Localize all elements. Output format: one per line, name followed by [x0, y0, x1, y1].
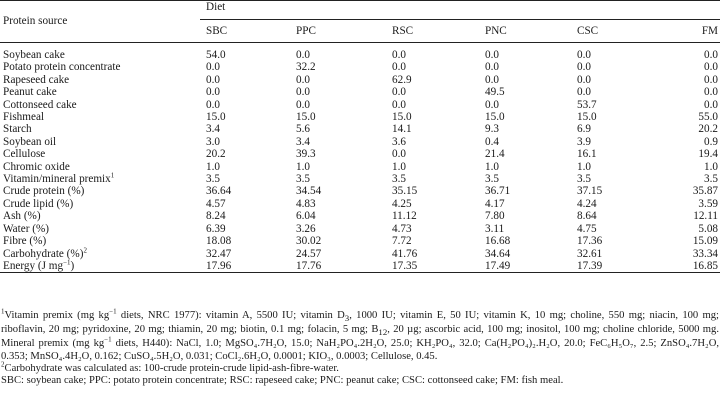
cell-pnc: 9.3 [485, 123, 499, 136]
cell-rsc: 35.15 [392, 185, 418, 198]
table-row [0, 161, 720, 173]
cell-csc: 0.0 [577, 61, 591, 74]
table-row [0, 185, 720, 197]
cell-sbc: 54.0 [206, 49, 226, 61]
cell-ppc: 24.57 [296, 247, 322, 260]
footnote-1: $^1$Vitamin premix (mg $kg^{-1}$ diets, NRC 1977): vitamin A, 5500 IU; vitamin $D_3$, 1000 IU; vitamin E, 50 IU; vitamin K, 10 mg; choline, 550 mg; niacin, 100 mg; riboflavin, 20 mg; pyridoxine, 20 mg; thiamin, 20 mg; biotin, 0.1 mg; folacin, 5 mg; $B_{12}$, 20 µg; ascorbic acid, 100 mg; inositol, 100 mg; choline chloride, 5000 mg. Mineral premix (mg $kg^{-1}$ diets, H440): NaCl, 1.0; MgSO₄.7H₂O, 15.0; NaH₂PO₄.2H₂O, 25.0; KH₂PO₄, 32.0; Ca(H₂PO₄)₂.H₂O, 20.0; FeC₆H₅O₇, 2.5; ZnSO₄.7H₂O, 0.353; MnSO₄.4H₂O, 0.162; CuSO₄.5H₂O, 0.031; CoCl₂.6H₂O, 0.0001; KIO₃, 0.0003; Cellulose, 0.45. [1, 307, 720, 362]
cell-sbc: 3.0 [206, 135, 220, 148]
cell-ppc: 30.02 [296, 235, 322, 248]
cell-pnc: 3.11 [485, 222, 505, 235]
cell-fm: 5.08 [698, 222, 718, 235]
cell-rsc: 0.0 [392, 61, 406, 74]
cell-csc: 17.36 [577, 235, 603, 248]
cell-csc: 17.39 [575, 260, 667, 273]
cell-rsc: 17.35 [386, 260, 482, 273]
cell-rsc: 0.0 [392, 49, 406, 61]
column-header-ppc: PPC [294, 20, 386, 43]
cell-fm: 55.0 [698, 111, 718, 124]
cell-sbc: 6.39 [206, 222, 226, 235]
cell-fm: 33.34 [692, 247, 718, 260]
cell-sbc: 15.0 [206, 111, 226, 124]
row-label: Rapeseed cake [3, 73, 70, 86]
row-label: Chromic oxide [3, 160, 70, 173]
cell-csc: 3.9 [577, 135, 591, 148]
cell-sbc: 0.0 [206, 98, 220, 111]
cell-rsc: 1.0 [392, 160, 406, 173]
cell-pnc: 0.4 [485, 135, 499, 148]
cell-pnc: 15.0 [485, 111, 505, 124]
row-label: Vitamin/mineral premix$^1$ [3, 171, 115, 186]
footnote-2: $^2$Carbohydrate was calculated as: 100-crude protein-crude lipid-ash-fibre-water. [1, 360, 339, 374]
cell-fm: 19.4 [698, 148, 718, 161]
cell-sbc: 17.96 [200, 260, 294, 273]
column-header-csc: CSC [575, 20, 667, 43]
cell-rsc: 62.9 [392, 73, 412, 86]
cell-pnc: 49.5 [485, 86, 505, 99]
table-row [0, 136, 720, 148]
cell-sbc: 3.4 [206, 123, 220, 136]
cell-fm: 0.0 [704, 73, 718, 86]
cell-rsc: 3.6 [392, 135, 406, 148]
cell-csc: 53.7 [577, 98, 597, 111]
table-row [0, 223, 720, 235]
row-label: Carbohydrate (%)$^2$ [3, 245, 87, 260]
cell-pnc: 16.68 [485, 235, 511, 248]
cell-pnc: 7.80 [485, 210, 505, 223]
row-label: Crude lipid (%) [3, 197, 74, 210]
cell-pnc: 4.17 [485, 197, 505, 210]
cell-fm: 35.87 [692, 185, 718, 198]
table-row [0, 61, 720, 73]
cell-ppc: 34.54 [296, 185, 322, 198]
cell-csc: 4.24 [577, 197, 597, 210]
cell-fm: 16.85 [667, 260, 720, 273]
cell-pnc: 0.0 [485, 98, 499, 111]
cell-sbc: 4.57 [206, 197, 226, 210]
row-label: Soybean oil [3, 135, 57, 148]
row-header: Protein source [0, 1, 200, 43]
cell-ppc: 1.0 [296, 160, 310, 173]
cell-fm: 20.2 [698, 123, 718, 136]
cell-rsc: 41.76 [392, 247, 418, 260]
cell-ppc: 17.76 [294, 260, 386, 273]
cell-ppc: 6.04 [296, 210, 316, 223]
cell-ppc: 3.5 [296, 173, 310, 186]
cell-fm: 15.09 [692, 235, 718, 248]
cell-sbc: 8.24 [206, 210, 226, 223]
cell-rsc: 0.0 [392, 98, 406, 111]
table-row [0, 210, 720, 222]
cell-sbc: 0.0 [206, 86, 220, 99]
cell-ppc: 0.0 [296, 98, 310, 111]
cell-csc: 0.0 [577, 73, 591, 86]
cell-csc: 37.15 [577, 185, 603, 198]
row-label: Starch [3, 123, 32, 136]
cell-fm: 0.0 [704, 86, 718, 99]
table-row [0, 235, 720, 247]
cell-csc: 3.5 [577, 173, 591, 186]
cell-rsc: 15.0 [392, 111, 412, 124]
cell-ppc: 32.2 [296, 61, 316, 74]
table-row [0, 198, 720, 210]
cell-rsc: 0.0 [392, 86, 406, 99]
cell-fm: 1.0 [704, 160, 718, 173]
cell-ppc: 39.3 [296, 148, 316, 161]
cell-fm: 0.0 [704, 98, 718, 111]
cell-rsc: 7.72 [392, 235, 412, 248]
cell-pnc: 36.71 [485, 185, 511, 198]
table-row [0, 86, 720, 98]
cell-fm: 0.0 [704, 49, 718, 61]
abbreviations-note: SBC: soybean cake; PPC: potato protein concentrate; RSC: rapeseed cake; PNC: peanut cake; CSC: cottonseed cake; FM: fish meal. [1, 374, 564, 386]
column-header-pnc: PNC [482, 20, 575, 43]
row-label: Fishmeal [3, 111, 45, 124]
row-label: Cottonseed cake [3, 98, 77, 111]
cell-fm: 0.9 [704, 135, 718, 148]
table-row [0, 111, 720, 123]
cell-csc: 4.75 [577, 222, 597, 235]
cell-csc: 8.64 [577, 210, 597, 223]
cell-csc: 0.0 [577, 49, 591, 61]
cell-fm: 3.5 [704, 173, 718, 186]
column-header-sbc: SBC [200, 20, 294, 43]
cell-rsc: 14.1 [392, 123, 412, 136]
cell-pnc: 0.0 [485, 73, 499, 86]
table-row [0, 49, 720, 61]
cell-ppc: 3.4 [296, 135, 310, 148]
cell-pnc: 17.49 [482, 260, 575, 273]
cell-csc: 15.0 [577, 111, 597, 124]
table-row [0, 148, 720, 160]
column-header-fm: FM [667, 20, 720, 43]
table-row [0, 74, 720, 86]
table-body [0, 43, 720, 273]
cell-pnc: 0.0 [485, 61, 499, 74]
cell-rsc: 4.73 [392, 222, 412, 235]
cell-ppc: 0.0 [296, 49, 310, 61]
cell-sbc: 20.2 [206, 148, 226, 161]
cell-ppc: 0.0 [296, 73, 310, 86]
cell-rsc: 0.0 [392, 148, 406, 161]
row-label: Cellulose [3, 148, 46, 161]
cell-pnc: 21.4 [485, 148, 505, 161]
row-label: Soybean cake [3, 49, 65, 61]
cell-ppc: 4.83 [296, 197, 316, 210]
table-footnotes [1, 307, 720, 387]
cell-csc: 6.9 [577, 123, 591, 136]
table-row [0, 123, 720, 135]
column-header-rsc: RSC [386, 20, 482, 43]
row-label: Ash (%) [3, 210, 41, 223]
row-label: Energy (J $mg^{-1}$) [0, 260, 200, 273]
table-row [0, 99, 720, 111]
cell-fm: 0.0 [704, 61, 718, 74]
row-label: Water (%) [3, 222, 49, 235]
cell-fm: 3.59 [698, 197, 718, 210]
cell-rsc: 3.5 [392, 173, 406, 186]
cell-sbc: 32.47 [206, 247, 232, 260]
row-label: Peanut cake [3, 86, 57, 99]
table-row [0, 248, 720, 260]
cell-sbc: 0.0 [206, 61, 220, 74]
cell-fm: 12.11 [693, 210, 718, 223]
diet-group-header: Diet [200, 1, 720, 20]
cell-csc: 0.0 [577, 86, 591, 99]
cell-sbc: 1.0 [206, 160, 220, 173]
cell-pnc: 34.64 [485, 247, 511, 260]
cell-csc: 32.61 [577, 247, 603, 260]
row-label: Crude protein (%) [3, 185, 85, 198]
cell-ppc: 5.6 [296, 123, 310, 136]
cell-rsc: 4.25 [392, 197, 412, 210]
table-row [0, 260, 720, 273]
cell-pnc: 1.0 [485, 160, 499, 173]
cell-sbc: 0.0 [206, 73, 220, 86]
cell-ppc: 0.0 [296, 86, 310, 99]
cell-ppc: 15.0 [296, 111, 316, 124]
cell-sbc: 18.08 [206, 235, 232, 248]
cell-sbc: 3.5 [206, 173, 220, 186]
cell-pnc: 0.0 [485, 49, 499, 61]
cell-pnc: 3.5 [485, 173, 499, 186]
table-row [0, 173, 720, 185]
cell-sbc: 36.64 [206, 185, 232, 198]
cell-rsc: 11.12 [392, 210, 417, 223]
cell-csc: 16.1 [577, 148, 597, 161]
row-label: Potato protein concentrate [3, 61, 121, 74]
row-label: Fibre (%) [3, 235, 47, 248]
cell-ppc: 3.26 [296, 222, 316, 235]
cell-csc: 1.0 [577, 160, 591, 173]
